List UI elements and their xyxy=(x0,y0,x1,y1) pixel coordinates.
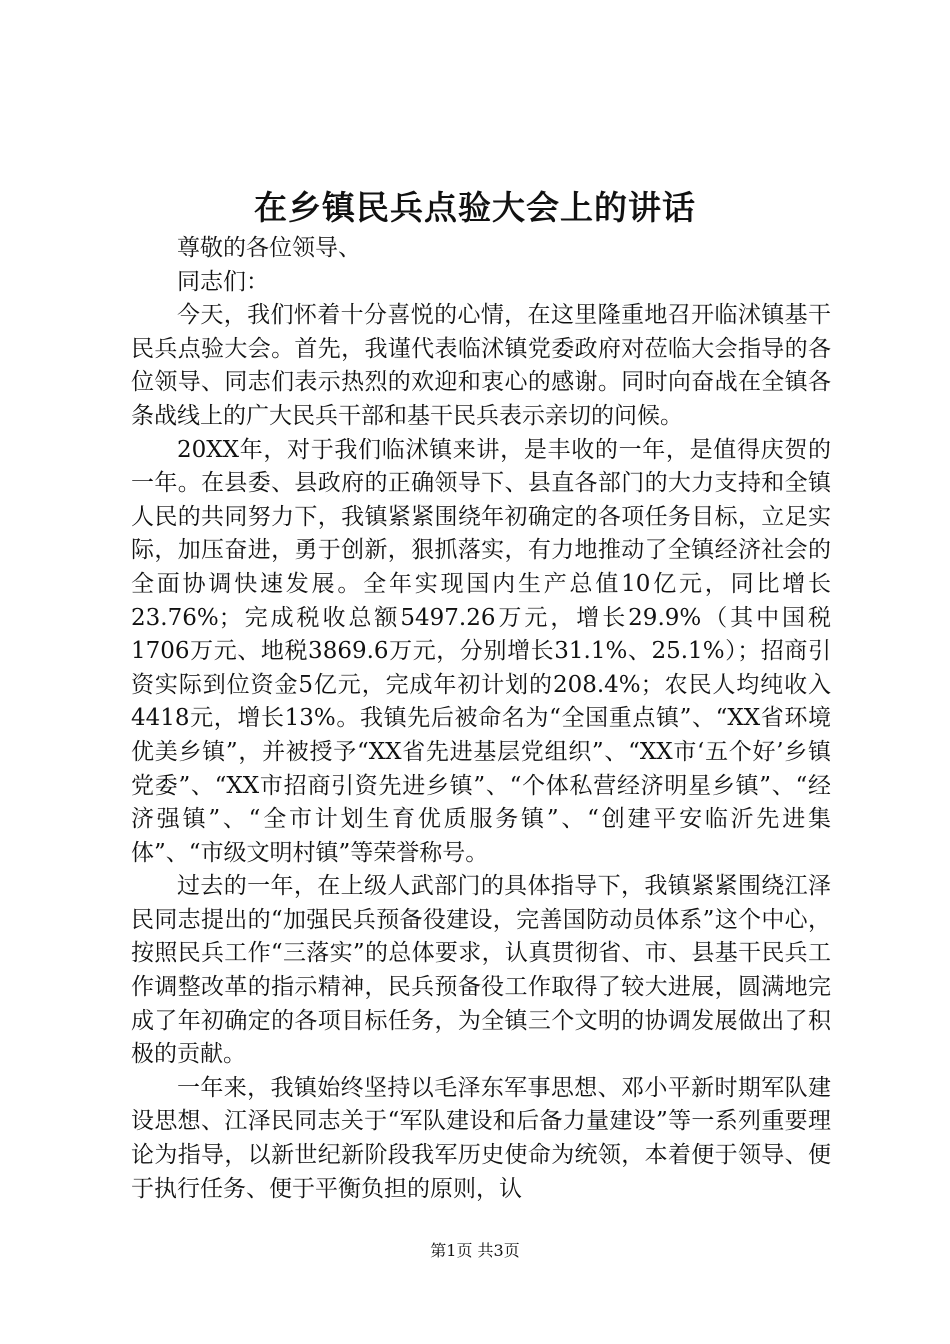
document-title: 在乡镇民兵点验大会上的讲话 xyxy=(254,188,696,227)
paragraph-guidance: 一年来，我镇始终坚持以毛泽东军事思想、邓小平新时期军队建设思想、江泽民同志关于“军队建设和后备力量建设”等一系列重要理论为指导，以新世纪新阶段我军历史使命为统领，本着便于领导、便于执行任务、便于平衡负担的原则，认 xyxy=(131,1074,831,1202)
page-number-footer: 第1页 共3页 xyxy=(430,1241,520,1260)
paragraph-past-year: 过去的一年，在上级人武部门的具体指导下，我镇紧紧围绕江泽民同志提出的“加强民兵预备役建设，完善国防动员体系”这个中心，按照民兵工作“三落实”的总体要求，认真贯彻省、市、县基干民兵工作调整改革的指示精神，民兵预备役工作取得了较大进展，圆满地完成了年初确定的各项目标任务，为全镇三个文明的协调发展做出了积极的贡献。 xyxy=(131,873,831,1068)
paragraph-achievements: 20XX年，对于我们临沭镇来讲，是丰收的一年，是值得庆贺的一年。在县委、县政府的正确领导下、县直各部门的大力支持和全镇人民的共同努力下，我镇紧紧围绕年初确定的各项任务目标，立足实际，加压奋进，勇于创新，狠抓落实，有力地推动了全镇经济社会的全面协调快速发展。全年实现国内生产总值10亿元，同比增长23.76%；完成税收总额5497.26万元，增长29.9%（其中国税1706万元、地税3869.6万元，分别增长31.1%、25.1%）；招商引资实际到位资金5亿元，完成年初计划的208.4%；农民人均纯收入4418元，增长13%。我镇先后被命名为“全国重点镇”、“XX省环境优美乡镇”，并被授予“XX省先进基层党组织”、“XX市‘五个好’乡镇党委”、“XX市招商引资先进乡镇”、“个体私营经济明星乡镇”、“经济强镇”、“全市计划生育优质服务镇”、“创建平安临沂先进集体”、“市级文明村镇”等荣誉称号。 xyxy=(131,436,831,866)
salutation-line-1: 尊敬的各位领导、 xyxy=(177,235,361,261)
document-body xyxy=(131,232,831,1206)
salutation-line-2: 同志们： xyxy=(177,268,269,295)
paragraph-opening: 今天，我们怀着十分喜悦的心情，在这里隆重地召开临沭镇基干民兵点验大会。首先，我谨代表临沭镇党委政府对莅临大会指导的各位领导、同志们表示热烈的欢迎和衷心的感谢。同时向奋战在全镇各条战线上的广大民兵干部和基干民兵表示亲切的问候。 xyxy=(131,302,831,429)
